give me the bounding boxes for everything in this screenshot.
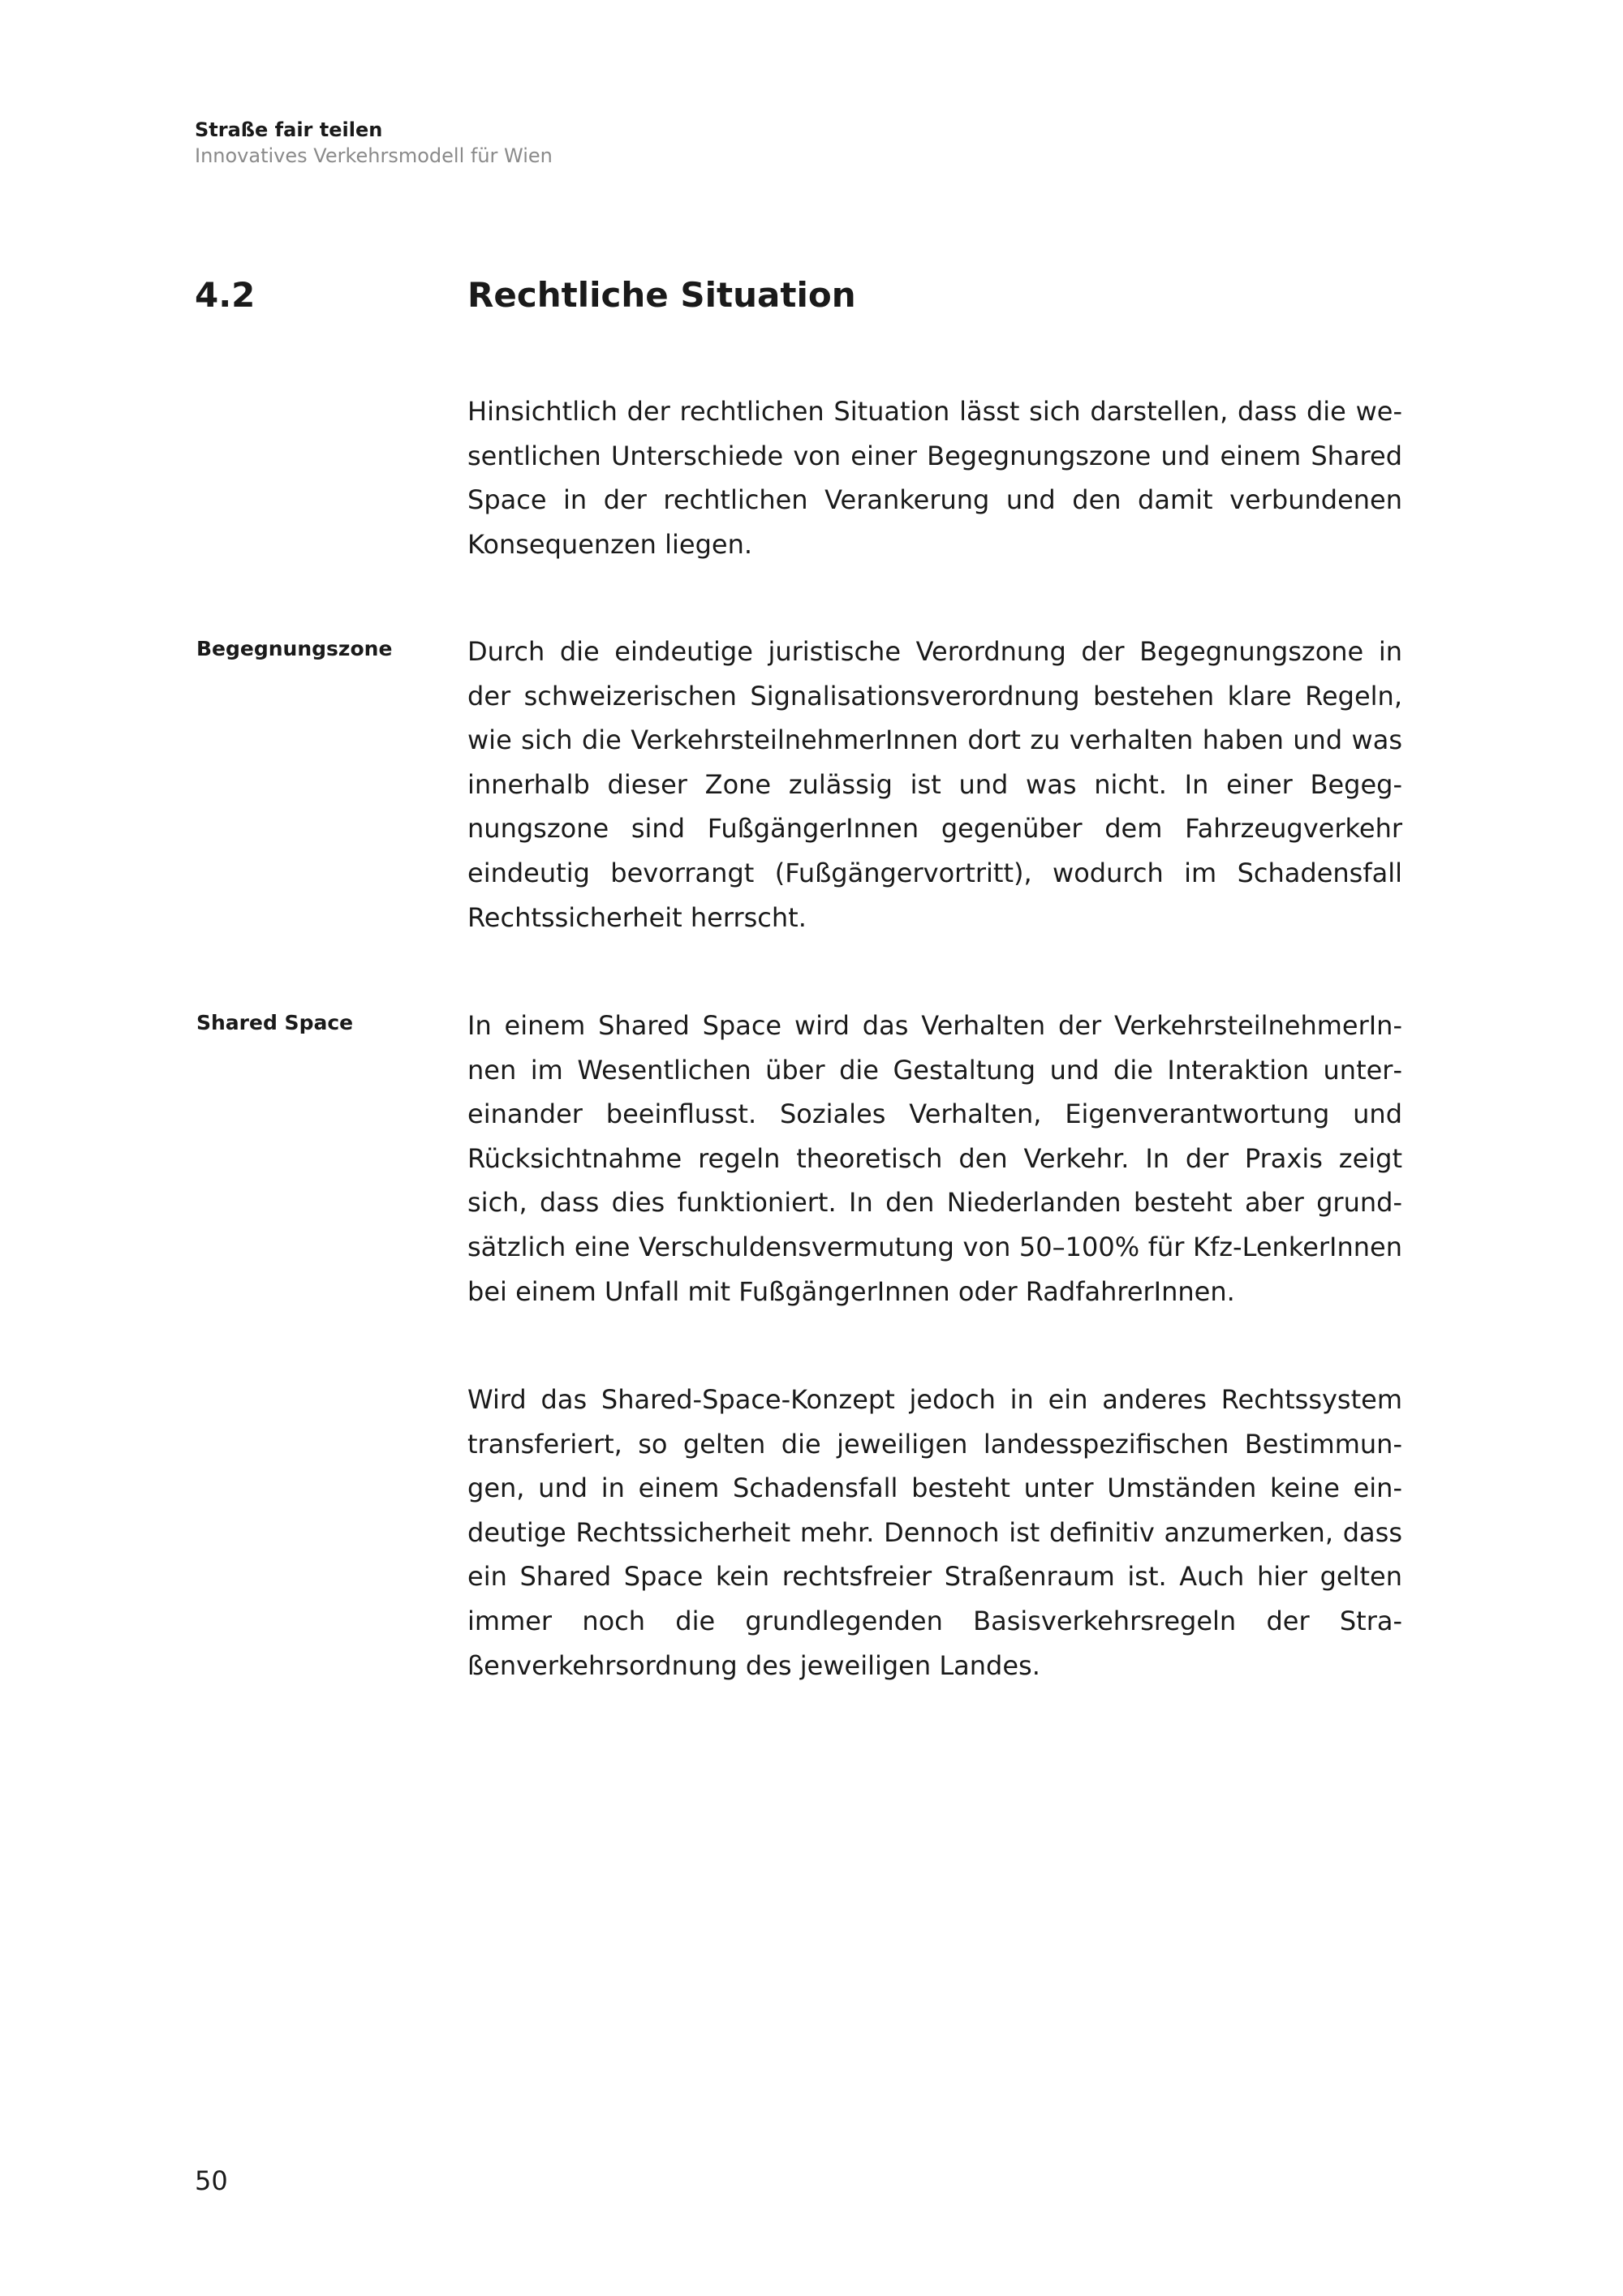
page-number: 50 [195,2165,228,2196]
running-header-title: Straße fair teilen [195,118,383,141]
intro-paragraph: Hinsichtlich der rechtlichen Situation lässt sich darstellen, dass die wesentlichen Unterschiede von einer Begegnungszone und einem Shared Space in der rechtlichen Verankerung und den damit verbundenen Konsequenzen liegen. [467,396,1402,560]
margin-label-shared-space: Shared Space [196,1011,354,1034]
section-number: 4.2 [195,275,256,315]
running-header [195,117,553,169]
margin-label-begegnungszone: Begegnungszone [196,637,393,660]
closing-paragraph: Wird das Shared-Space-Konzept jedoch in ein anderes Rechtssystem transferiert, so gelten die jeweiligen landesspezifischen Bestimmungen, und in einem Schadensfall besteht unter Umständen keine eindeutige Rechtssicherheit mehr. Dennoch ist definitiv anzumerken, dass ein Shared Space kein rechtsfreier Straßenraum ist. Auch hier gelten immer noch die grundlegenden Basisverkehrsregeln der Straßenverkehrsordnung des jeweiligen Landes. [467,1384,1402,1681]
paragraph-begegnungszone: Durch die eindeutige juristische Verordnung der Begegnungszone in der schweizerischen Signalisationsverordnung bestehen klare Regeln, wie sich die VerkehrsteilnehmerInnen dort zu verhalten haben und was innerhalb dieser Zone zulässig ist und was nicht. In einer Begegnungszone sind FußgängerInnen gegenüber dem Fahrzeugverkehr eindeutig bevorrangt (Fußgängervortritt), wodurch im Schadensfall Rechtssicherheit herrscht. [467,636,1402,933]
running-header-subtitle: Innovatives Verkehrsmodell für Wien [195,144,553,167]
paragraph-shared-space: In einem Shared Space wird das Verhalten der VerkehrsteilnehmerInnen im Wesentlichen über die Gestaltung und die Interaktion untereinander beeinflusst. Soziales Verhalten, Eigenverantwortung und Rücksichtnahme regeln theoretisch den Verkehr. In der Praxis zeigt sich, dass dies funktioniert. In den Niederlanden besteht aber grundsätzlich eine Verschuldensvermutung von 50–100% für Kfz-LenkerInnen bei einem Unfall mit FußgängerInnen oder RadfahrerInnen. [467,1010,1402,1307]
section-title: Rechtliche Situation [467,275,856,315]
